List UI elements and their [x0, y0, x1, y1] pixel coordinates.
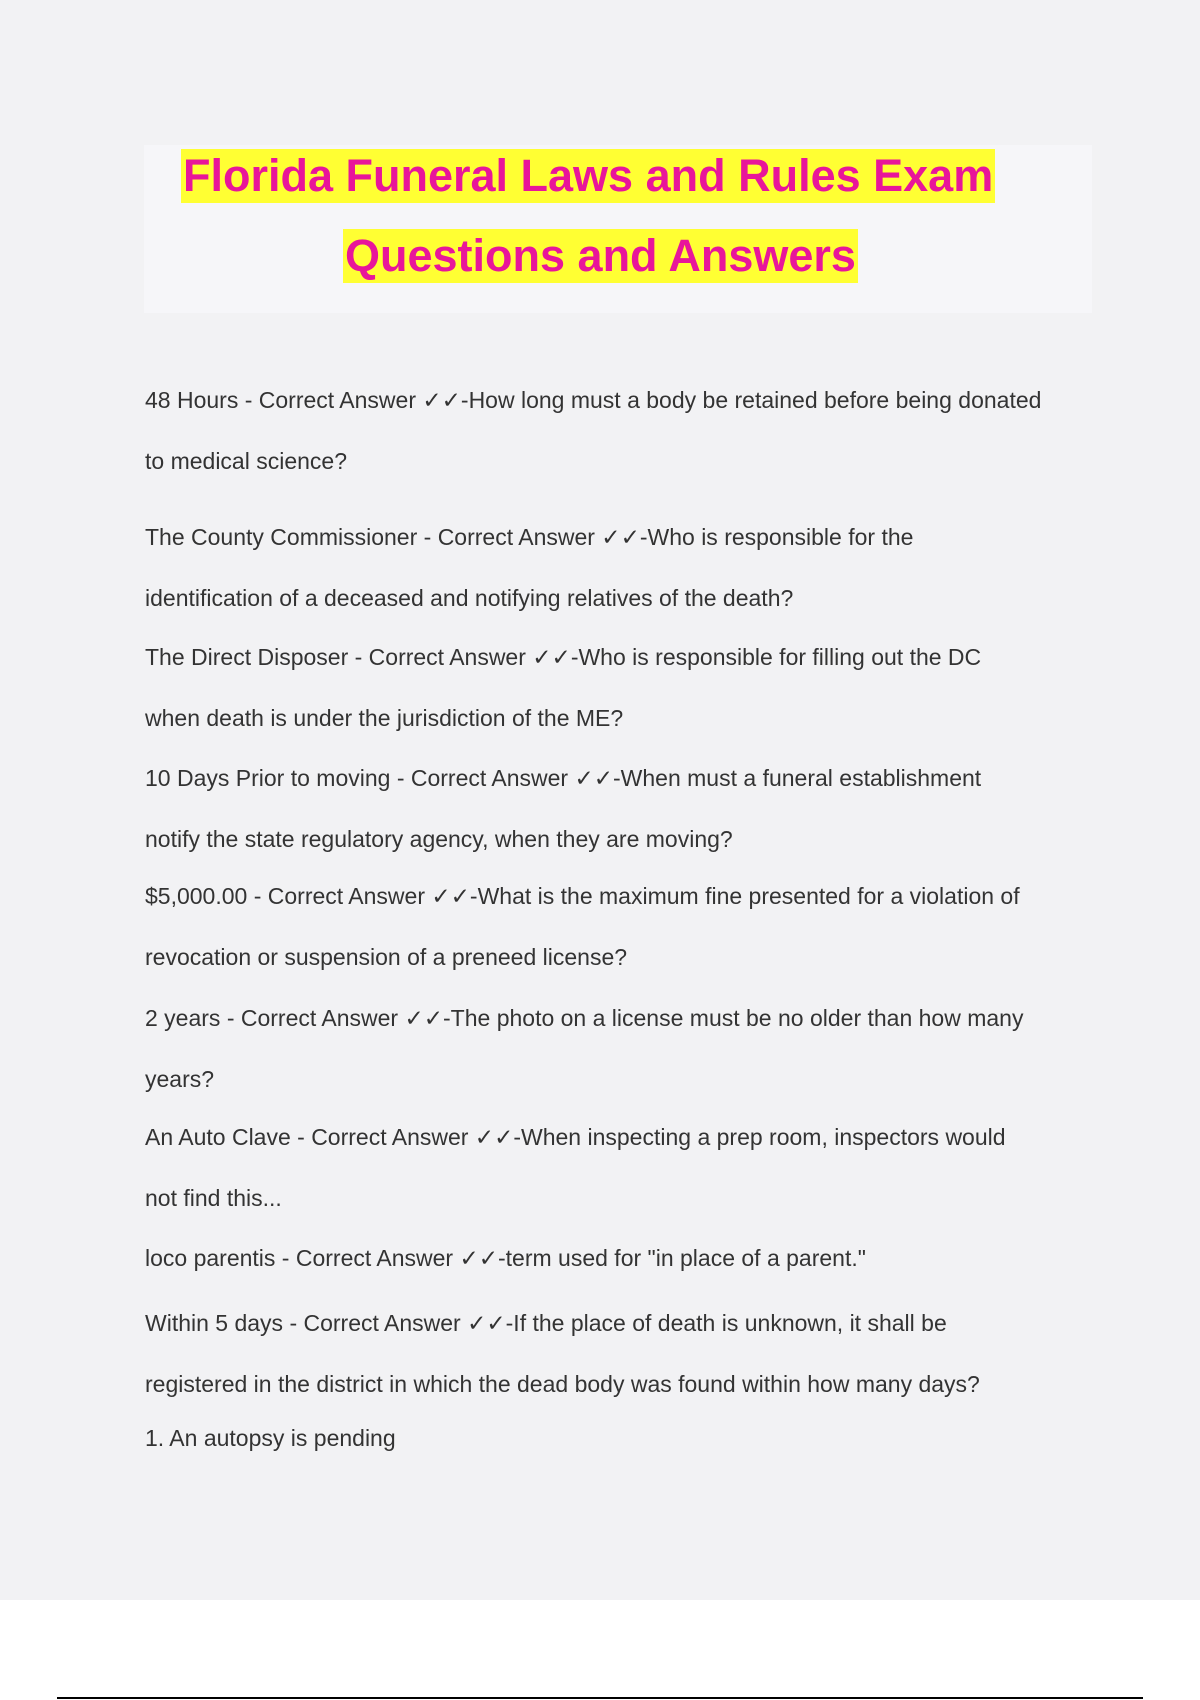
qa-line: registered in the district in which the dead body was found within how many days? — [145, 1371, 980, 1397]
qa-line: loco parentis - Correct Answer ✓✓-term used for "in place of a parent." — [145, 1245, 866, 1271]
qa-line: to medical science? — [145, 448, 347, 474]
qa-line: not find this... — [145, 1185, 282, 1211]
qa-line: when death is under the jurisdiction of the ME? — [145, 705, 624, 731]
qa-line: The County Commissioner - Correct Answer ✓✓-Who is responsible for the — [145, 524, 914, 550]
qa-line: Within 5 days - Correct Answer ✓✓-If the place of death is unknown, it shall be — [145, 1310, 947, 1336]
qa-line: $5,000.00 - Correct Answer ✓✓-What is the maximum fine presented for a violation of — [145, 883, 1020, 909]
qa-line: revocation or suspension of a preneed license? — [145, 944, 628, 970]
qa-line: 1. An autopsy is pending — [145, 1425, 396, 1451]
qa-line: 2 years - Correct Answer ✓✓-The photo on a license must be no older than how many — [145, 1005, 1024, 1031]
qa-line: notify the state regulatory agency, when they are moving? — [145, 826, 733, 852]
qa-line: An Auto Clave - Correct Answer ✓✓-When inspecting a prep room, inspectors would — [145, 1124, 1006, 1150]
qa-line: 48 Hours - Correct Answer ✓✓-How long must a body be retained before being donated — [145, 387, 1042, 413]
qa-line: years? — [145, 1066, 215, 1092]
document-title-line-2: Questions and Answers — [345, 230, 856, 281]
document-title-line-1: Florida Funeral Laws and Rules Exam — [183, 150, 994, 201]
qa-line: 10 Days Prior to moving - Correct Answer ✓✓-When must a funeral establishment — [145, 765, 982, 791]
qa-line: The Direct Disposer - Correct Answer ✓✓-Who is responsible for filling out the DC — [145, 644, 982, 670]
footer-divider — [57, 1697, 1143, 1699]
qa-line: identification of a deceased and notifying relatives of the death? — [145, 585, 794, 611]
